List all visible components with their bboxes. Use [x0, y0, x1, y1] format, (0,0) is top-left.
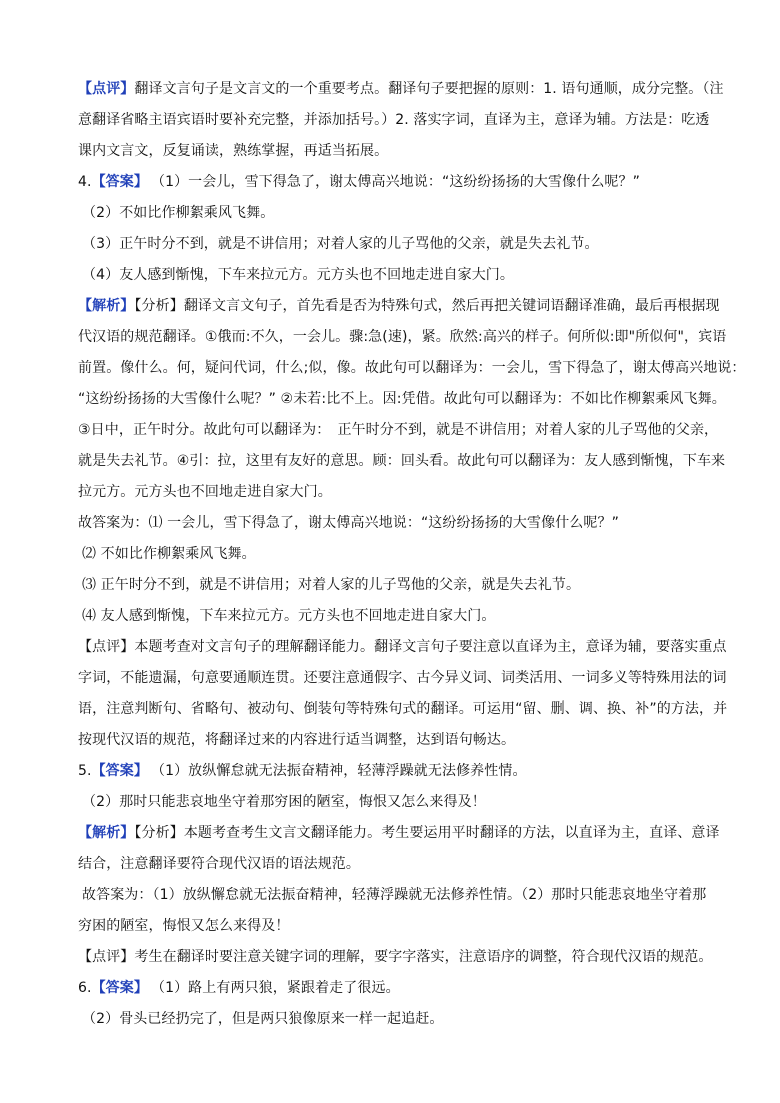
q4-comment-line-2: 字词，不能遗漏，句意要通顺连贯。还要注意通假字、古今异义词、词类活用、一词多义等特殊用法的词: [78, 670, 727, 686]
comment-text: 考生在翻译时要注意关键字词的理解，要字字落实，注意语序的调整，符合现代汉语的规范。: [134, 949, 713, 965]
analysis-text: 本题考查考生文言文翻译能力。考生要运用平时翻译的方法，以直译为主，直译、意译: [183, 825, 720, 841]
q6-answer-line-1: [78, 978, 400, 998]
q4-analysis-line-5: ③日中，正午时分。故此句可以翻译为： 正午时分不到，就是不讲信用；对着人家的儿子骂他的父亲，: [78, 422, 719, 438]
q4-answer-line-1: [78, 172, 640, 192]
comment-tag: 【点评】: [78, 639, 135, 655]
q3-comment-line-2: 意翻译省略主语宾语时要补充完整，并添加括号。）2. 落实字词，直译为主，意译为辅。方法是：吃透: [78, 112, 710, 128]
q5-answer-line-2: （2）那时只能悲哀地坐守着那穷困的陋室，悔恨又怎么来得及！: [82, 794, 486, 810]
analysis-tag: 【解析】: [78, 298, 135, 314]
q5-answer-line-1: [78, 761, 527, 781]
answer-tag: 【答案】: [91, 980, 148, 996]
answer-tag: 【答案】: [91, 763, 148, 779]
q4-final-answer-line-1: 故答案为：⑴ 一会儿，雪下得急了，谢太傅高兴地说：“这纷纷扬扬的大雪像什么呢？”: [78, 515, 619, 531]
q3-comment-text: 翻译文言句子是文言文的一个重要考点。翻译句子要把握的原则：1. 语句通顺，成分完整。（注: [134, 81, 724, 97]
q4-final-answer-line-2: ⑵ 不如比作柳絮乘风飞舞。: [82, 546, 256, 562]
q4-analysis-line-2: 代汉语的规范翻译。①俄而:不久，一会儿。骤:急(速)，紧。欣然:高兴的样子。何所似:即"所似何"，宾语: [78, 329, 727, 345]
question-number: 4.: [78, 174, 92, 190]
analysis-tag: 【解析】: [78, 825, 135, 841]
comment-tag: 【点评】: [78, 81, 135, 97]
q4-answer-line-2: （2）不如比作柳絮乘风飞舞。: [82, 205, 275, 221]
q4-final-answer-line-3: ⑶ 正午时分不到，就是不讲信用；对着人家的儿子骂他的父亲，就是失去礼节。: [82, 577, 581, 593]
q4-final-answer-line-4: ⑷ 友人感到惭愧，下车来拉元方。元方头也不回地走进自家大门。: [82, 608, 496, 624]
q5-comment-line-1: [78, 947, 713, 967]
q4-analysis-line-3: 前置。像什么。何，疑问代词，什么;似，像。故此句可以翻译为：一会儿，雪下得急了，谢太傅高兴地说：: [78, 360, 746, 376]
comment-tag: 【点评】: [78, 949, 135, 965]
analysis-text: 翻译文言文句子，首先看是否为特殊句式，然后再把关键词语翻译准确，最后再根据现: [183, 298, 720, 314]
answer-text: （1）一会儿，雪下得急了，谢太傅高兴地说：“这纷纷扬扬的大雪像什么呢？”: [157, 174, 640, 190]
q5-analysis-line-1: [78, 823, 720, 843]
comment-text: 本题考查对文言句子的理解翻译能力。翻译文言句子要注意以直译为主，意译为辅，要落实重点: [134, 639, 727, 655]
question-number: 5.: [78, 763, 92, 779]
q3-comment-line-1: [78, 79, 724, 99]
q5-final-answer-line-2: 穷困的陋室，悔恨又怎么来得及！: [78, 918, 290, 934]
q4-analysis-line-4: “这纷纷扬扬的大雪像什么呢？” ②未若:比不上。因:凭借。故此句可以翻译为：不如比作柳絮乘风飞舞。: [78, 391, 726, 407]
q4-analysis-line-1: [78, 296, 720, 316]
q4-comment-line-1: [78, 637, 727, 657]
q4-comment-line-3: 语，注意判断句、省略句、被动句、倒装句等特殊句式的翻译。可运用“留、删、调、换、补”的方法，并: [78, 701, 728, 717]
q6-answer-line-2: （2）骨头已经扔完了，但是两只狼像原来一样一起追赶。: [82, 1011, 444, 1027]
q4-analysis-line-7: 拉元方。元方头也不回地走进自家大门。: [78, 484, 332, 500]
fenxi-tag: 【分析】: [134, 298, 184, 314]
q3-comment-line-3: 课内文言文，反复诵读，熟练掌握，再适当拓展。: [78, 143, 389, 159]
q5-final-answer-line-1: 故答案为：（1）放纵懈怠就无法振奋精神，轻薄浮躁就无法修养性情。（2）那时只能悲哀地坐守着那: [82, 887, 707, 903]
q5-analysis-line-2: 结合，注意翻译要符合现代汉语的语法规范。: [78, 856, 360, 872]
answer-tag: 【答案】: [91, 174, 148, 190]
fenxi-tag: 【分析】: [134, 825, 184, 841]
question-number: 6.: [78, 980, 92, 996]
answer-text: （1）路上有两只狼，紧跟着走了很远。: [157, 980, 400, 996]
q4-answer-line-4: （4）友人感到惭愧，下车来拉元方。元方头也不回地走进自家大门。: [82, 267, 515, 283]
q4-analysis-line-6: 就是失去礼节。④引：拉，这里有友好的意思。顾：回头看。故此句可以翻译为：友人感到惭愧，下车来: [78, 453, 726, 469]
q4-comment-line-4: 按现代汉语的规范，将翻译过来的内容进行适当调整，达到语句畅达。: [78, 732, 516, 748]
answer-text: （1）放纵懈怠就无法振奋精神，轻薄浮躁就无法修养性情。: [157, 763, 527, 779]
q4-answer-line-3: （3）正午时分不到，就是不讲信用；对着人家的儿子骂他的父亲，就是失去礼节。: [82, 236, 599, 252]
